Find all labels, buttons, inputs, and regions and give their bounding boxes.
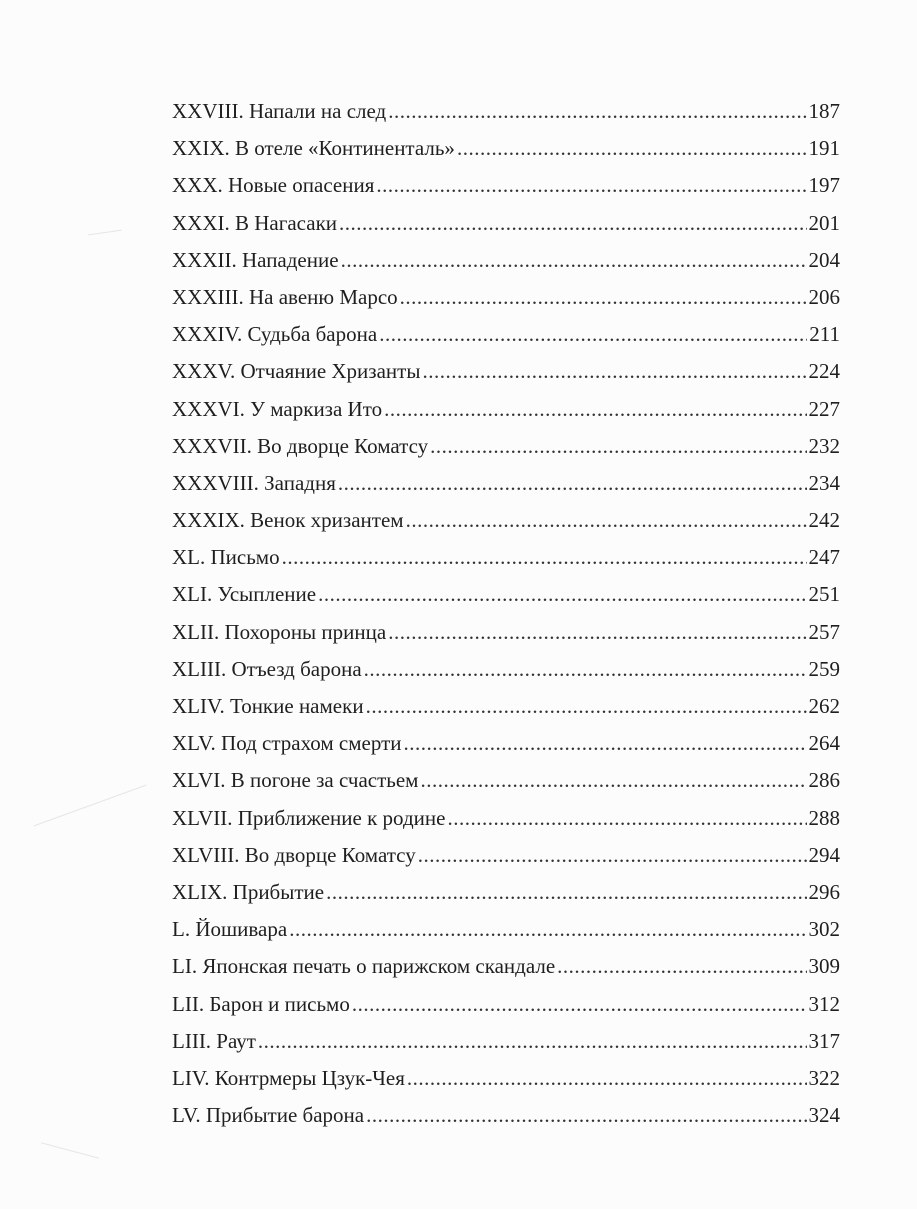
toc-entry-title: XLV. Под страхом смерти <box>172 731 402 756</box>
toc-entry-page-number: 224 <box>808 359 840 384</box>
toc-entry-page-number: 232 <box>808 433 840 458</box>
toc-dot-leader <box>341 248 807 273</box>
toc-entry-page-number: 259 <box>808 656 840 681</box>
toc-entry-page-number: 227 <box>808 396 840 421</box>
toc-entry-page-number: 286 <box>808 768 840 793</box>
toc-dot-leader <box>364 657 807 682</box>
toc-entry-page-number: 191 <box>808 136 840 161</box>
toc-entry <box>172 248 840 285</box>
toc-dot-leader <box>557 954 806 979</box>
toc-entry-page-number: 206 <box>808 284 840 309</box>
toc-dot-leader <box>326 880 806 905</box>
toc-entry <box>172 768 840 805</box>
toc-entry-title: XXXIX. Венок хризантем <box>172 508 404 533</box>
toc-entry <box>172 285 840 322</box>
toc-entry-title: XXXVII. Во дворце Коматсу <box>172 433 429 458</box>
toc-entry <box>172 880 840 917</box>
toc-entry-page-number: 317 <box>808 1028 840 1053</box>
toc-entry-page-number: 251 <box>808 582 840 607</box>
toc-entry-page-number: 211 <box>809 322 840 347</box>
toc-dot-leader <box>420 768 806 793</box>
toc-dot-leader <box>430 434 806 459</box>
toc-entry <box>172 806 840 843</box>
toc-entry-title: XLIV. Тонкие намеки <box>172 694 364 718</box>
toc-dot-leader <box>400 285 807 310</box>
toc-dot-leader <box>457 136 807 161</box>
toc-dot-leader <box>384 397 806 422</box>
toc-entry-page-number: 288 <box>808 805 840 830</box>
toc-entry-title: XLI. Усыпление <box>172 582 317 607</box>
toc-entry <box>172 731 840 768</box>
toc-entry <box>172 322 840 359</box>
toc-entry <box>172 620 840 657</box>
toc-dot-leader <box>366 1103 806 1128</box>
toc-entry-page-number: 264 <box>808 731 840 756</box>
toc-dot-leader <box>418 843 807 868</box>
toc-entry-title: XLIII. Отъезд барона <box>172 656 362 681</box>
toc-entry-page-number: 302 <box>808 917 840 942</box>
toc-entry <box>172 657 840 694</box>
toc-entry <box>172 508 840 545</box>
toc-entry-page-number: 242 <box>808 508 840 533</box>
toc-dot-leader <box>422 359 806 384</box>
toc-dot-leader <box>339 211 806 236</box>
toc-dot-leader <box>282 545 807 570</box>
toc-dot-leader <box>352 992 807 1017</box>
toc-dot-leader <box>289 917 806 942</box>
toc-entry-title: XXVIII. Напали на след <box>172 99 387 123</box>
toc-dot-leader <box>406 508 807 533</box>
toc-entry <box>172 136 840 173</box>
toc-entry-page-number: 204 <box>808 247 840 272</box>
toc-entry <box>172 917 840 954</box>
toc-entry-title: LIV. Контрмеры Цзук-Чея <box>172 1065 405 1090</box>
toc-entry <box>172 694 840 731</box>
toc-entry-page-number: 187 <box>808 99 840 123</box>
toc-entry-title: XLVI. В погоне за счастьем <box>172 768 419 793</box>
toc-entry <box>172 434 840 471</box>
toc-entry <box>172 992 840 1029</box>
page-scratch <box>41 1142 99 1158</box>
toc-dot-leader <box>388 99 806 124</box>
toc-entry-page-number: 234 <box>808 470 840 495</box>
toc-dot-leader <box>404 731 807 756</box>
toc-entry-page-number: 322 <box>808 1065 840 1090</box>
toc-dot-leader <box>366 694 807 719</box>
toc-entry <box>172 843 840 880</box>
toc-entry <box>172 1103 840 1140</box>
toc-dot-leader <box>258 1029 807 1054</box>
toc-entry-title: LI. Японская печать о парижском скандале <box>172 954 556 979</box>
page-scratch <box>33 785 146 827</box>
page-scratch <box>88 230 122 236</box>
toc-entry-page-number: 247 <box>808 545 840 570</box>
toc-entry-page-number: 312 <box>808 991 840 1016</box>
toc-entry-title: XXXII. Нападение <box>172 247 339 272</box>
toc-dot-leader <box>318 582 806 607</box>
toc-entry-title: XXX. Новые опасения <box>172 173 375 198</box>
toc-entry-page-number: 309 <box>808 954 840 979</box>
toc-entry-page-number: 197 <box>808 173 840 198</box>
toc-dot-leader <box>379 322 807 347</box>
toc-entry-page-number: 257 <box>808 619 840 644</box>
toc-entry-title: LII. Барон и письмо <box>172 991 350 1016</box>
toc-entry <box>172 1029 840 1066</box>
toc-entry <box>172 954 840 991</box>
toc-entry-title: L. Йошивара <box>172 917 288 942</box>
toc-entry-title: XL. Письмо <box>172 545 280 570</box>
toc-dot-leader <box>376 173 806 198</box>
toc-entry-title: XXXVI. У маркиза Ито <box>172 396 383 421</box>
toc-entry <box>172 211 840 248</box>
toc-entry-title: XXXVIII. Западня <box>172 470 336 495</box>
toc-dot-leader <box>388 620 806 645</box>
toc-entry <box>172 582 840 619</box>
toc-entry-page-number: 262 <box>808 694 840 718</box>
toc-entry-title: LIII. Раут <box>172 1028 256 1053</box>
toc-dot-leader <box>338 471 807 496</box>
toc-entry-page-number: 294 <box>808 842 840 867</box>
toc-entry-title: XLIX. Прибытие <box>172 879 325 904</box>
toc-entry-title: XXXI. В Нагасаки <box>172 210 338 235</box>
toc-entry <box>172 545 840 582</box>
toc-entry-title: XLVII. Приближение к родине <box>172 805 446 830</box>
toc-entry <box>172 359 840 396</box>
toc-entry-page-number: 201 <box>808 210 840 235</box>
toc-entry-title: XXIX. В отеле «Континенталь» <box>172 136 455 161</box>
toc-entry-page-number: 324 <box>808 1103 840 1128</box>
toc-entry-title: XXXIII. На авеню Марсо <box>172 284 398 309</box>
table-of-contents <box>172 99 840 1140</box>
toc-entry-title: XXXV. Отчаяние Хризанты <box>172 359 421 384</box>
toc-entry-page-number: 296 <box>808 879 840 904</box>
toc-entry <box>172 1066 840 1103</box>
toc-entry-title: XXXIV. Судьба барона <box>172 322 378 347</box>
toc-entry <box>172 397 840 434</box>
toc-entry-title: LV. Прибытие барона <box>172 1103 365 1128</box>
toc-entry <box>172 99 840 136</box>
toc-entry <box>172 471 840 508</box>
toc-dot-leader <box>447 806 806 831</box>
toc-entry-title: XLVIII. Во дворце Коматсу <box>172 842 416 867</box>
toc-entry-title: XLII. Похороны принца <box>172 619 387 644</box>
toc-entry <box>172 173 840 210</box>
toc-dot-leader <box>407 1066 807 1091</box>
